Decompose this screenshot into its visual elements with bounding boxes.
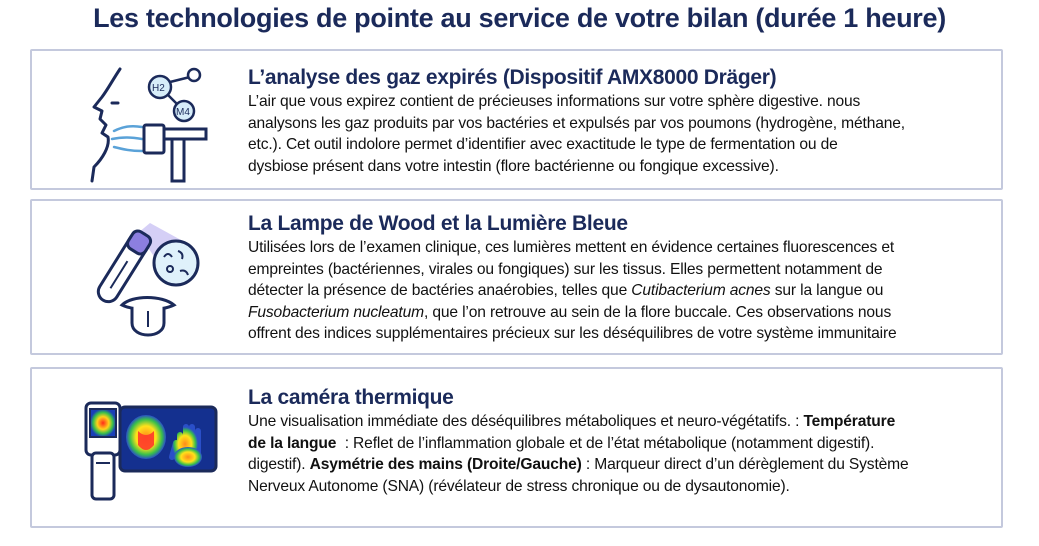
breath-analysis-icon — [72, 63, 222, 188]
card-title: L’analyse des gaz expirés (Dispositif AMX8000 Dräger) — [248, 66, 777, 89]
card-title: La Lampe de Wood et la Lumière Bleue — [248, 212, 628, 235]
species-name: Fusobacterium nucleatum — [248, 303, 424, 321]
card-title: La caméra thermique — [248, 386, 454, 409]
text-segment: détecter la présence de bactéries anaérobies, telles que — [248, 282, 632, 299]
text-line: etc.). Cet outil indolore permet d’identifier avec exactitude le type de fermentation ou de — [248, 136, 838, 153]
text-line — [248, 454, 991, 476]
card-thermal-camera-body — [248, 385, 991, 497]
card-thermal-camera — [30, 367, 1003, 528]
text-line: dysbiose présent dans votre intestin (flore bactérienne ou fongique excessive). — [248, 157, 779, 175]
text-line — [248, 433, 991, 455]
card-wood-lamp-body — [248, 211, 991, 345]
wood-lamp-tongue-icon — [72, 215, 212, 346]
text-line: Utilisées lors de l’examen clinique, ces lumières mettent en évidence certaines fluorescences et — [248, 239, 895, 256]
h2-label: H2 — [152, 83, 165, 94]
emphasis: Température — [803, 413, 896, 430]
text-line — [248, 280, 991, 302]
text-line: offrent des indices supplémentaires précieux sur les déséquilibres de votre système immunitaire — [248, 325, 897, 342]
card-breath-analysis-body — [248, 65, 991, 177]
text-line: Nerveux Autonome (SNA) (révélateur de stress chronique ou de dysautonomie). — [248, 477, 790, 495]
text-segment: : Marqueur direct d’un dérèglement du Système — [581, 456, 909, 473]
text-line — [248, 411, 991, 433]
text-line — [248, 302, 991, 324]
text-segment: , que l’on retrouve au sein de la flore buccale. Ces observations nous — [423, 303, 892, 321]
m4-label: M4 — [176, 107, 190, 118]
text-segment: : Reflet de l’inflammation globale et de l’état métabolique (notamment digestif). — [336, 434, 875, 452]
text-segment: sur la langue ou — [770, 282, 884, 299]
card-wood-lamp — [30, 199, 1003, 355]
card-description — [248, 237, 991, 345]
text-segment: Une visualisation immédiate des déséquilibres métaboliques et neuro-végétatifs. : — [248, 413, 804, 430]
text-segment: digestif). — [248, 456, 310, 473]
thermal-camera-icon — [72, 397, 222, 512]
species-name: Cutibacterium acnes — [631, 282, 771, 299]
text-line: empreintes (bactériennes, virales ou fongiques) sur les tissus. Elles permettent notamment de — [248, 260, 883, 278]
card-breath-analysis — [30, 49, 1003, 190]
card-description — [248, 411, 991, 497]
emphasis: de la langue — [248, 434, 337, 452]
text-line: analysons les gaz produits par vos bactéries et expulsés par vos poumons (hydrogène, méthane, — [248, 114, 905, 132]
page-title: Les technologies de pointe au service de votre bilan (durée 1 heure) — [93, 3, 946, 33]
text-line: L’air que vous expirez contient de précieuses informations sur votre sphère digestive. nous — [248, 93, 861, 110]
emphasis: Asymétrie des mains (Droite/Gauche) — [309, 456, 582, 473]
card-description — [248, 91, 991, 177]
